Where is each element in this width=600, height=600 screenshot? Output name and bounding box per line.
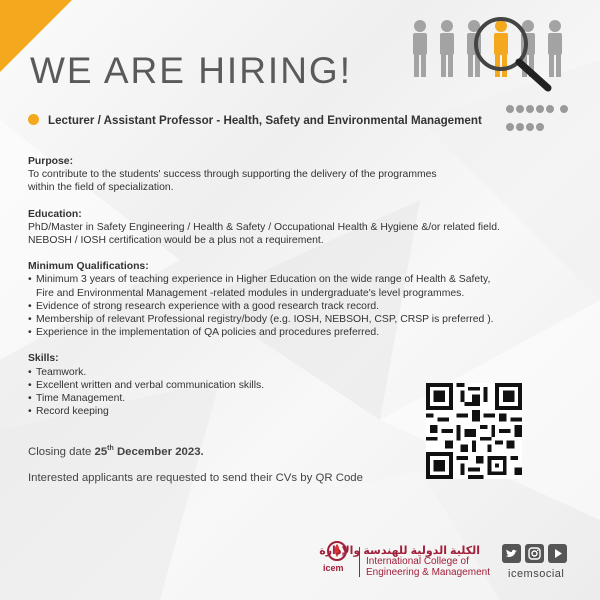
application-note: Interested applicants are requested to send their CVs by QR Code (28, 472, 363, 484)
social-handle: icemsocial (508, 568, 565, 580)
list-item: • Excellent written and verbal communication skills. (28, 379, 265, 391)
list-item: • Teamwork. (28, 366, 87, 378)
list-item: • Membership of relevant Professional registry/body (e.g. IOSH, NEBSOH, CSP, CRSP is preferred ). (28, 314, 494, 326)
list-item: • Evidence of strong research experience with a good research track record. (28, 300, 380, 312)
qualifications-section (28, 260, 548, 339)
list-item: • Record keeping (28, 406, 109, 418)
college-name-english: International College of Engineering & Management (366, 556, 490, 578)
purpose-section (28, 155, 548, 195)
section-heading: Purpose: (28, 156, 74, 167)
section-heading: Skills: (28, 353, 59, 365)
qr-code[interactable] (426, 383, 522, 479)
instagram-icon[interactable] (525, 544, 544, 563)
section-heading: Education: (28, 208, 82, 220)
decorative-dots (506, 104, 576, 140)
twitter-icon[interactable] (502, 544, 521, 563)
list-item: • Time Management. (28, 393, 126, 405)
logo-text: icem (323, 563, 344, 573)
position-title: Lecturer / Assistant Professor - Health, Safety and Environmental Management (28, 114, 482, 127)
page-title: WE ARE HIRING! (30, 50, 352, 91)
college-name-arabic: الكلية الدولية للهندسة والإدارة (319, 545, 480, 557)
youtube-icon[interactable] (548, 544, 567, 563)
education-section (28, 208, 548, 248)
section-heading: Minimum Qualifications: (28, 261, 149, 273)
list-item: • Experience in the implementation of QA policies and procedures preferred. (28, 327, 380, 339)
closing-date: Closing date 25th December 2023. (28, 445, 204, 458)
body-line: NEBOSH / IOSH certification would be a plus not a requirement. (28, 235, 324, 247)
body-line: To contribute to the students' success through supporting the delivery of the programmes (28, 169, 437, 181)
body-line: within the field of specialization. (28, 182, 174, 194)
bullet-dot-icon (28, 114, 39, 125)
body-line: PhD/Master in Safety Engineering / Health & Safety / Occupational Health & Hygiene &/or related field. (28, 221, 500, 233)
list-item: • Minimum 3 years of teaching experience in Higher Education on the wide range of Health & Safety, Fire and Environmental Management -related modules in undergraduate's level programmes. (28, 274, 491, 299)
people-search-icon (408, 16, 583, 111)
social-icons (502, 544, 571, 563)
